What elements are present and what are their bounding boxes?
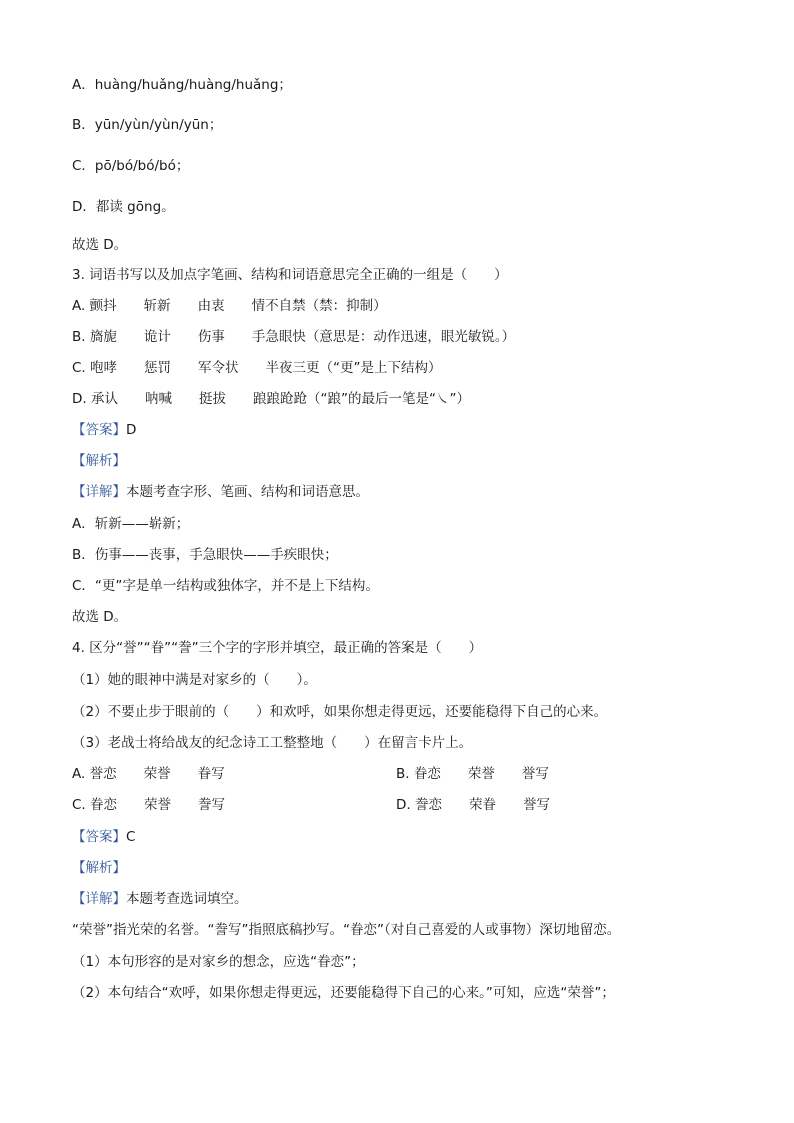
answer-tag: 【答案】	[72, 829, 126, 845]
question-4-sentence-2: （2）不要止步于眼前的（ ）和欢呼，如果你想走得更远，还要能稳得下自己的心来。	[72, 704, 608, 720]
answer-value: D	[126, 422, 137, 438]
question-3-analysis-tag: 【解析】	[72, 453, 126, 469]
question-4-option-c: C. 眷恋 荣誉 誊写	[72, 797, 226, 813]
question-4-option-a: A. 誉恋 荣誉 眷写	[72, 766, 225, 782]
option-d-pinyin: D．都读 gōng。	[72, 199, 175, 215]
question-3-explain-c: C．“更”字是单一结构或独体字，并不是上下结构。	[72, 578, 379, 594]
question-4-explain-2: （1）本句形容的是对家乡的想念，应选“眷恋”；	[72, 954, 365, 970]
detail-text: 本题考查字形、笔画、结构和词语意思。	[126, 484, 369, 500]
question-3-stem: 3. 词语书写以及加点字笔画、结构和词语意思完全正确的一组是（ ）	[72, 267, 508, 283]
detail-text: 本题考查选词填空。	[126, 891, 248, 907]
question-3-option-d: D. 承认 呐喊 挺拔 踉踉跄跄（“踉”的最后一笔是“㇏”）	[72, 391, 470, 407]
answer-value: C	[126, 829, 136, 845]
question-4-option-b: B. 眷恋 荣誉 誉写	[396, 766, 549, 782]
question-3-answer	[72, 421, 136, 439]
question-3-detail	[72, 483, 369, 501]
question-4-explain-1: “荣誉”指光荣的名誉。“誊写”指照底稿抄写。“眷恋”（对自己喜爱的人或事物）深切地留恋。	[72, 922, 621, 938]
question-3-option-b: B. 旖旎 诡计 伤事 手急眼快（意思是：动作迅速，眼光敏锐。）	[72, 329, 516, 345]
question-3-explain-a: A．斩新——崭新；	[72, 516, 190, 532]
question-3-option-c: C. 咆哮 惩罚 军令状 半夜三更（“更”是上下结构）	[72, 360, 442, 376]
question-3-explain-b: B．伤事——丧事，手急眼快——手疾眼快；	[72, 547, 338, 563]
detail-tag: 【详解】	[72, 891, 126, 907]
answer-tag: 【答案】	[72, 422, 126, 438]
question-4-sentence-1: （1）她的眼神中满是对家乡的（ ）。	[72, 672, 317, 688]
question-4-detail	[72, 890, 248, 908]
question-4-explain-3: （2）本句结合“欢呼，如果你想走得更远，还要能稳得下自己的心来。”可知，应选“荣誉”；	[72, 985, 615, 1001]
question-4-answer	[72, 828, 135, 846]
question-4-stem: 4. 区分“誉”“眷”“誊”三个字的字形并填空，最正确的答案是（ ）	[72, 640, 483, 656]
question-4-sentence-3: （3）老战士将给战友的纪念诗工工整整地（ ）在留言卡片上。	[72, 735, 473, 751]
option-c-pinyin: C．pō/bó/bó/bó；	[72, 158, 190, 174]
detail-tag: 【详解】	[72, 484, 126, 500]
prev-answer-select: 故选 D。	[72, 237, 128, 253]
question-3-select: 故选 D。	[72, 609, 128, 625]
option-a-pinyin: A．huàng/huǎng/huàng/huǎng；	[72, 77, 292, 93]
option-b-pinyin: B．yūn/yùn/yùn/yūn；	[72, 117, 223, 133]
question-4-analysis-tag: 【解析】	[72, 860, 126, 876]
question-4-option-d: D. 誊恋 荣眷 誉写	[396, 797, 550, 813]
question-3-option-a: A. 颤抖 斩新 由衷 情不自禁（禁：抑制）	[72, 298, 387, 314]
